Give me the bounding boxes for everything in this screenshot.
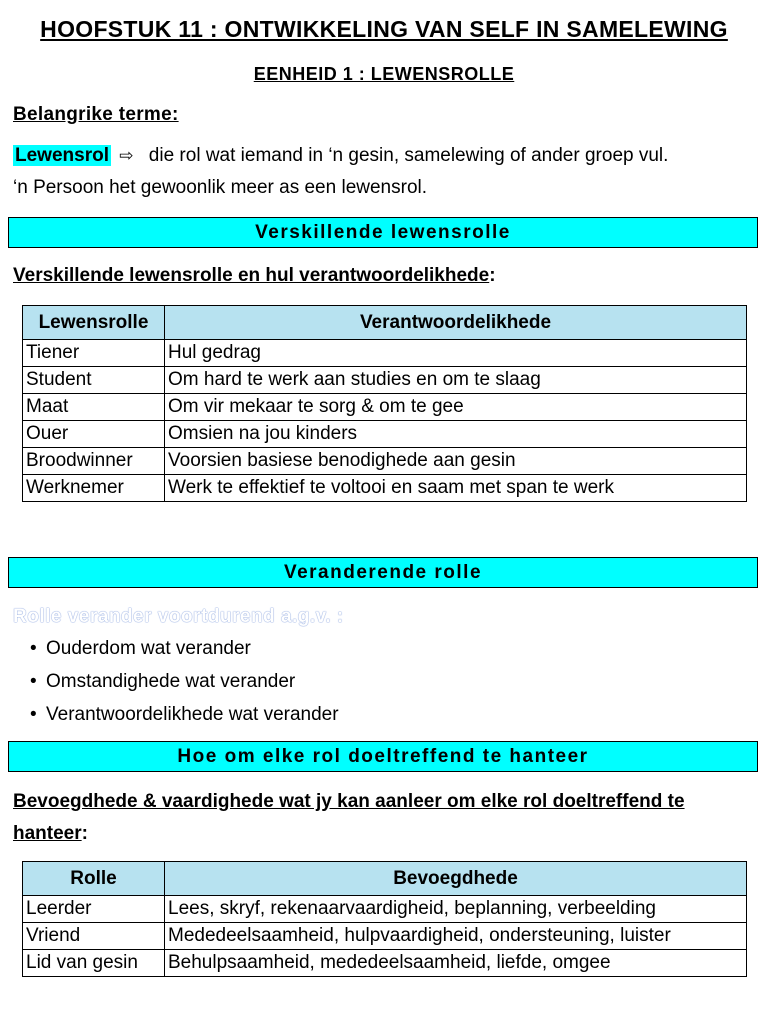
table-row	[23, 475, 747, 502]
list-item	[30, 665, 339, 698]
role-cell: Maat	[23, 394, 165, 421]
term-definition-line-2: ‘n Persoon het gewoonlik meer as een lewensrol.	[13, 177, 428, 198]
table-row	[23, 367, 747, 394]
competencies-heading-colon: :	[81, 823, 88, 844]
competency-cell: Behulpsaamheid, mededeelsaamheid, liefde, omgee	[165, 950, 747, 977]
unit-subtitle: EENHEID 1 : LEWENSROLLE	[253, 64, 515, 84]
table-row	[23, 421, 747, 448]
column-header: Bevoegdhede	[165, 862, 747, 896]
responsibility-cell: Hul gedrag	[165, 340, 747, 367]
competencies-heading-text: hanteer	[13, 823, 82, 844]
list-item-text: Ouderdom wat verander	[46, 638, 251, 659]
role-cell: Ouer	[23, 421, 165, 448]
responsibility-cell: Om hard te werk aan studies en om te slaag	[165, 367, 747, 394]
table-row	[23, 340, 747, 367]
table-row	[23, 950, 747, 977]
responsibility-cell: Voorsien basiese benodighede aan gesin	[165, 448, 747, 475]
competency-cell: Mededeelsaamheid, hulpvaardigheid, ondersteuning, luister	[165, 923, 747, 950]
term-definition: die rol wat iemand in ‘n gesin, samelewing of ander groep vul.	[148, 145, 669, 166]
competencies-heading-line2	[13, 823, 88, 845]
bullet-icon: •	[30, 671, 37, 692]
column-header: Verantwoordelikhede	[165, 306, 747, 340]
role-cell: Student	[23, 367, 165, 394]
role-cell: Werknemer	[23, 475, 165, 502]
life-roles-heading	[13, 265, 496, 287]
responsibility-cell: Om vir mekaar te sorg & om te gee	[165, 394, 747, 421]
competencies-heading-line1: Bevoegdhede & vaardighede wat jy kan aanleer om elke rol doeltreffend te	[13, 791, 685, 812]
bullet-icon: •	[30, 704, 37, 725]
competency-cell: Lees, skryf, rekenaarvaardigheid, beplanning, verbeelding	[165, 896, 747, 923]
changing-roles-list	[30, 632, 339, 731]
list-item-text: Verantwoordelikhede wat verander	[46, 704, 339, 725]
role-cell: Broodwinner	[23, 448, 165, 475]
life-roles-heading-colon: :	[489, 265, 496, 286]
list-item	[30, 698, 339, 731]
competencies-table	[22, 861, 747, 977]
table-row	[23, 896, 747, 923]
section-banner-handle-roles: Hoe om elke rol doeltreffend te hanteer	[8, 741, 758, 772]
table-header-row	[23, 862, 747, 896]
bullet-icon: •	[30, 638, 37, 659]
role-cell: Tiener	[23, 340, 165, 367]
list-item-text: Omstandighede wat verander	[46, 671, 296, 692]
term-word: Lewensrol	[15, 145, 109, 166]
column-header: Rolle	[23, 862, 165, 896]
changing-roles-lead: Rolle verander voortdurend a.g.v. :	[13, 606, 344, 627]
column-header: Lewensrolle	[23, 306, 165, 340]
list-item	[30, 632, 339, 665]
role-cell: Lid van gesin	[23, 950, 165, 977]
table-row	[23, 448, 747, 475]
table-header-row	[23, 306, 747, 340]
responsibility-cell: Omsien na jou kinders	[165, 421, 747, 448]
section-banner-life-roles: Verskillende lewensrolle	[8, 217, 758, 248]
role-cell: Leerder	[23, 896, 165, 923]
arrow-icon: ⇨	[119, 146, 134, 165]
table-row	[23, 923, 747, 950]
table-row	[23, 394, 747, 421]
page-title: HOOFSTUK 11 : ONTWIKKELING VAN SELF IN SAMELEWING	[40, 16, 728, 42]
section-banner-changing-roles: Veranderende rolle	[8, 557, 758, 588]
role-cell: Vriend	[23, 923, 165, 950]
life-roles-table	[22, 305, 747, 502]
terms-heading: Belangrike terme:	[13, 104, 179, 125]
responsibility-cell: Werk te effektief te voltooi en saam met span te werk	[165, 475, 747, 502]
term-definition-line	[13, 145, 668, 167]
life-roles-heading-text: Verskillende lewensrolle en hul verantwoordelikhede	[13, 265, 490, 286]
